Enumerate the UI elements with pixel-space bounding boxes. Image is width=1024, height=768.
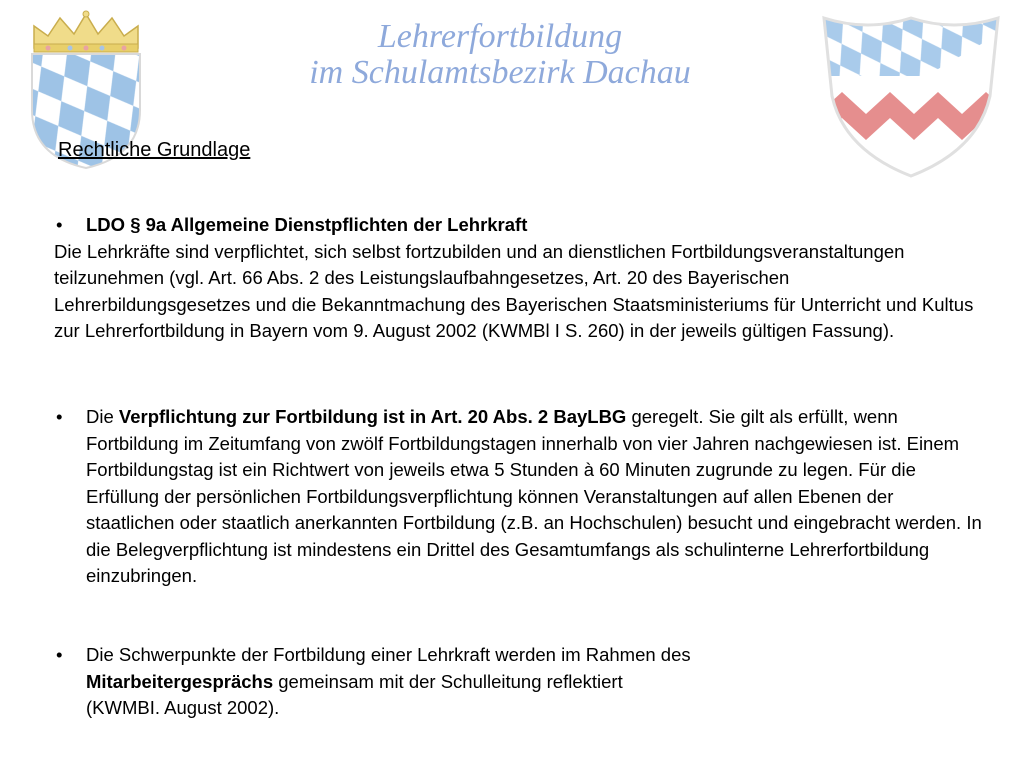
item-heading: LDO § 9a Allgemeine Dienstpflichten der Lehrkraft [86,214,528,235]
list-item [54,642,984,722]
page-title-line1: Lehrerfortbildung [377,18,623,55]
list-item [54,404,984,590]
section-heading: Rechtliche Grundlage [58,139,251,161]
bullet-icon: • [56,406,63,427]
item-citation: (KWMBI. August 2002). [86,697,280,718]
item-text-rest: gemeinsam mit der Schulleitung reflektiert [273,670,623,692]
bullet-icon: • [56,644,63,665]
item-text-prefix: Die [86,406,119,427]
item-text-prefix: Die Schwerpunkte der Fortbildung einer Lehrkraft werden im Rahmen des [86,644,691,665]
item-text-bold: Mitarbeitergesprächs [86,670,274,692]
dachau-district-crest-icon [818,10,1004,180]
bullet-icon: • [56,214,63,235]
page-title-line2: im Schulamtsbezirk Dachau [309,54,691,91]
item-body [86,404,984,590]
item-text-rest: geregelt. Sie gilt als erfüllt, wenn Fortbildung im Zeitumfang von zwölf Fortbildungstagen innerhalb von vier Jahren nachgewiesen ist. Einem Fortbildungstag ist ein Richtwert von jeweils etwa 5 Stunden à 60 Minuten zugrunde zu legen. Für die Erfüllung der persönlichen Fortbildungsverpflichtung können Veranstaltungen auf allen Ebenen der staatlichen oder staatlich anerkannten Fortbildung (z.B. an Hochschulen) besucht und eingebracht werden. In die Belegverpflichtung ist mindestens ein Drittel des Gesamtumfangs als schulinterne Lehrerfortbildung einzubringen. [86,406,982,586]
item-body: Die Lehrkräfte sind verpflichtet, sich selbst fortzubilden und an dienstlichen Fortbildungsveranstaltungen teilzunehmen (vgl. Art. 66 Abs. 2 des Leistungslaufbahngesetzes, Art. 20 des Bayerischen Lehrerbildungsgesetzes und die Bekanntmachung des Bayerischen Staatsministeriums für Unterricht und Kultus zur Lehrerfortbildung in Bayern vom 9. August 2002 (KWMBl I S. 260) in der jeweils gültigen Fassung). [54,240,974,341]
item-text-bold: Verpflichtung zur Fortbildung ist in Art. 20 Abs. 2 BayLBG [118,406,627,427]
item-body [86,642,691,722]
crown-icon [34,11,138,52]
list-item [54,212,984,345]
